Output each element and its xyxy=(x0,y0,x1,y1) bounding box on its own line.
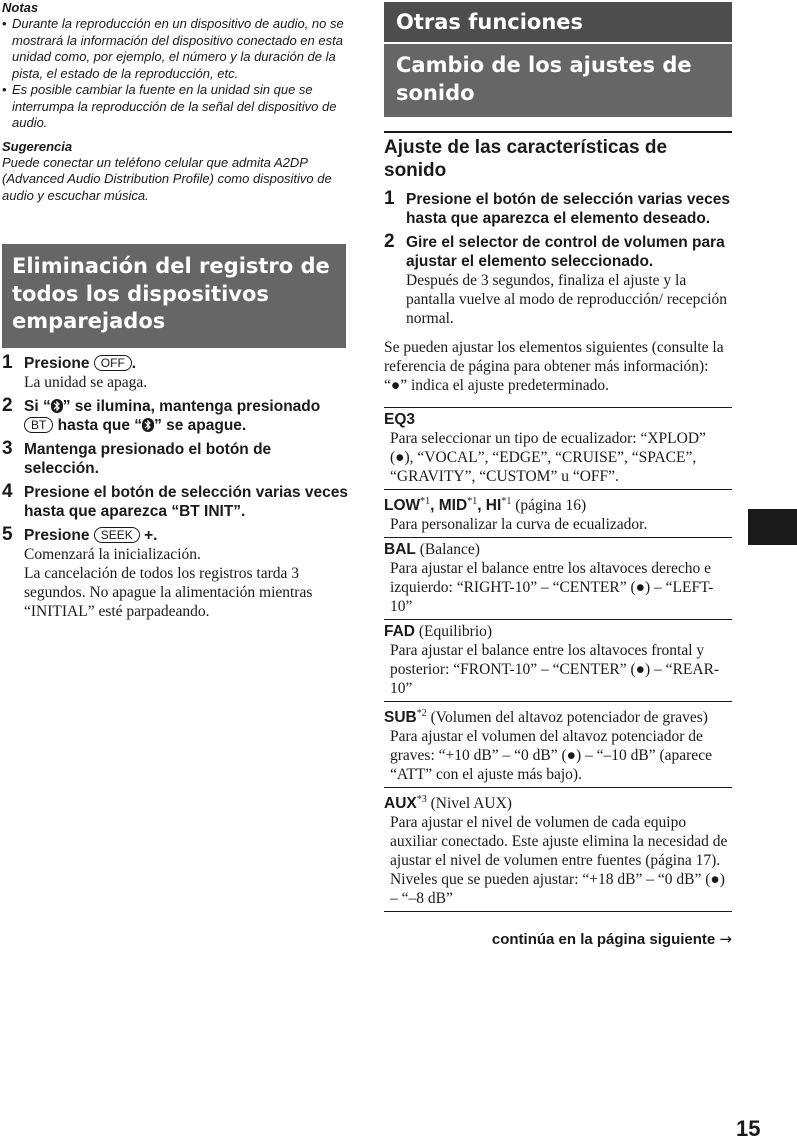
left-steps xyxy=(2,351,348,621)
notes-title: Notas xyxy=(2,0,39,15)
setting-key: LOW xyxy=(384,497,421,515)
right-arrow-icon: → xyxy=(719,930,732,949)
divider xyxy=(384,131,732,133)
setting-desc: Para personalizar la curva de ecualizador. xyxy=(390,516,648,534)
setting-extra: (Equilibrio) xyxy=(415,623,493,641)
footnote-ref: *1 xyxy=(420,496,431,507)
note-item: • Durante la reproducción en un dispositivo de audio, no se mostrará la información del dispositivo conectado en esta unidad como, por ejemplo, el número y la duración de la pista, el estado de la reproducción, etc. xyxy=(2,16,348,82)
step-text: ” se ilumina, mantenga presionado xyxy=(62,397,321,415)
step-3 xyxy=(2,437,348,478)
setting-extra: (Volumen del altavoz potenciador de graves) xyxy=(426,709,708,727)
setting-key: AUX xyxy=(384,795,417,813)
setting-desc: Para ajustar el nivel de volumen de cada equipo auxiliar conectado. Este ajuste elimina la necesidad de ajustar el nivel de volumen entre fuentes (página 17). xyxy=(390,814,728,870)
note-item: • Es posible cambiar la fuente en la unidad sin que se interrumpa la reproducción de la señal del dispositivo de audio. xyxy=(2,82,348,132)
setting-key: SUB xyxy=(384,709,417,727)
step-1 xyxy=(2,351,348,392)
section-banner-delete-pairing: Eliminación del registro de todos los dispositivos emparejados xyxy=(2,244,346,348)
section-tab-marker xyxy=(748,509,797,545)
step-text: Presione xyxy=(24,354,94,372)
section-banner-sound: Cambio de los ajustes de sonido xyxy=(384,44,732,117)
table-row xyxy=(384,788,732,912)
left-column xyxy=(2,0,348,626)
setting-desc: Para ajustar el volumen del altavoz potenciador de graves: “+10 dB” – “0 dB” (●) – “–10 dB” (aparece “ATT” con el ajuste más bajo). xyxy=(390,728,712,784)
step-1 xyxy=(384,190,732,228)
setting-key: EQ3 xyxy=(384,411,416,428)
setting-extra: (página 16) xyxy=(511,497,587,515)
setting-extra: (Nivel AUX) xyxy=(426,795,512,813)
right-steps xyxy=(384,190,732,328)
step-2 xyxy=(384,233,732,328)
table-row xyxy=(384,620,732,702)
seek-key-label: SEEK xyxy=(94,527,140,543)
bluetooth-icon xyxy=(51,399,63,413)
step-number: 3 xyxy=(2,437,13,459)
default-marker-note: “●” indica el ajuste predeterminado. xyxy=(384,377,609,394)
step-text: Presione el botón de selección varias veces hasta que aparezca “BT INIT”. xyxy=(24,483,348,520)
step-body: La unidad se apaga. xyxy=(24,373,148,391)
setting-key: , HI xyxy=(477,497,502,515)
step-number: 2 xyxy=(384,231,395,252)
step-text: Presione el botón de selección varias veces hasta que aparezca el elemento deseado. xyxy=(406,191,730,227)
setting-desc: Para ajustar el balance entre los altavoces derecho e izquierdo: “RIGHT-10” – “CENTER” (●) – “LEFT-10” xyxy=(390,560,714,616)
step-text: +. xyxy=(139,526,158,544)
footnote-ref: *2 xyxy=(416,708,427,720)
footnote-ref: *3 xyxy=(416,794,427,806)
step-text: . xyxy=(131,354,137,372)
table-row xyxy=(384,490,732,538)
step-2 xyxy=(2,394,348,435)
step-number: 4 xyxy=(2,480,13,502)
table-row xyxy=(384,408,732,490)
setting-desc: Para seleccionar un tipo de ecualizador: “XPLOD” (●), “VOCAL”, “EDGE”, “CRUISE”, “SPACE”, “GRAVITY”, “CUSTOM” u “OFF”. xyxy=(390,430,706,485)
step-5 xyxy=(2,523,348,621)
setting-desc: Niveles que se pueden ajustar: “+18 dB” – “0 dB” (●) – “–8 dB” xyxy=(390,871,725,908)
step-text: Presione xyxy=(24,526,94,544)
step-body: Después de 3 segundos, finaliza el ajuste y la pantalla vuelve al modo de reproducción/ recepción normal. xyxy=(406,272,728,327)
intro-paragraph xyxy=(384,338,732,395)
step-number: 2 xyxy=(2,394,13,416)
setting-key: BAL xyxy=(384,541,416,559)
notes-list xyxy=(2,16,348,132)
step-text: ” se apague. xyxy=(154,416,247,434)
intro-text: Se pueden ajustar los elementos siguientes (consulte la referencia de página para obtener más información): xyxy=(384,339,724,375)
step-number: 1 xyxy=(2,351,13,373)
step-text: Si “ xyxy=(24,397,51,415)
setting-key: , MID xyxy=(430,497,468,515)
table-row xyxy=(384,538,732,620)
step-number: 1 xyxy=(384,188,395,209)
setting-desc: Para ajustar el balance entre los altavoces frontal y posterior: “FRONT-10” – “CENTER” (●) – “REAR-10” xyxy=(390,642,720,698)
setting-key: FAD xyxy=(384,623,415,641)
bt-key-label: BT xyxy=(24,417,53,433)
tip-text: Puede conectar un teléfono celular que admita A2DP (Advanced Audio Distribution Profile) como dispositivo de audio y escuchar música. xyxy=(2,154,332,203)
continue-note xyxy=(384,930,732,948)
chapter-banner: Otras funciones xyxy=(384,2,732,42)
bluetooth-icon xyxy=(142,418,154,432)
step-text: Gire el selector de control de volumen para ajustar el elemento seleccionado. xyxy=(406,234,725,270)
continue-text: continúa en la página siguiente xyxy=(491,931,716,949)
page-number: 15 xyxy=(736,1116,761,1141)
setting-extra: (Balance) xyxy=(415,541,480,559)
step-4 xyxy=(2,480,348,521)
section-title: Ajuste de las características de sonido xyxy=(384,137,668,181)
off-key-label: OFF xyxy=(94,355,132,371)
settings-table xyxy=(384,407,732,912)
footnote-ref: *1 xyxy=(467,496,478,507)
step-body: La cancelación de todos los registros tarda 3 segundos. No apague la alimentación mientras “INITIAL” esté parpadeando. xyxy=(24,564,313,620)
table-row xyxy=(384,702,732,788)
step-body: Comenzará la inicialización. xyxy=(24,545,201,563)
tip-title: Sugerencia xyxy=(2,138,73,154)
step-text: hasta que “ xyxy=(53,416,143,434)
footnote-ref: *1 xyxy=(501,496,512,507)
step-text: Mantenga presionado el botón de selección. xyxy=(24,440,272,477)
step-number: 5 xyxy=(2,523,13,545)
right-column xyxy=(384,0,732,948)
